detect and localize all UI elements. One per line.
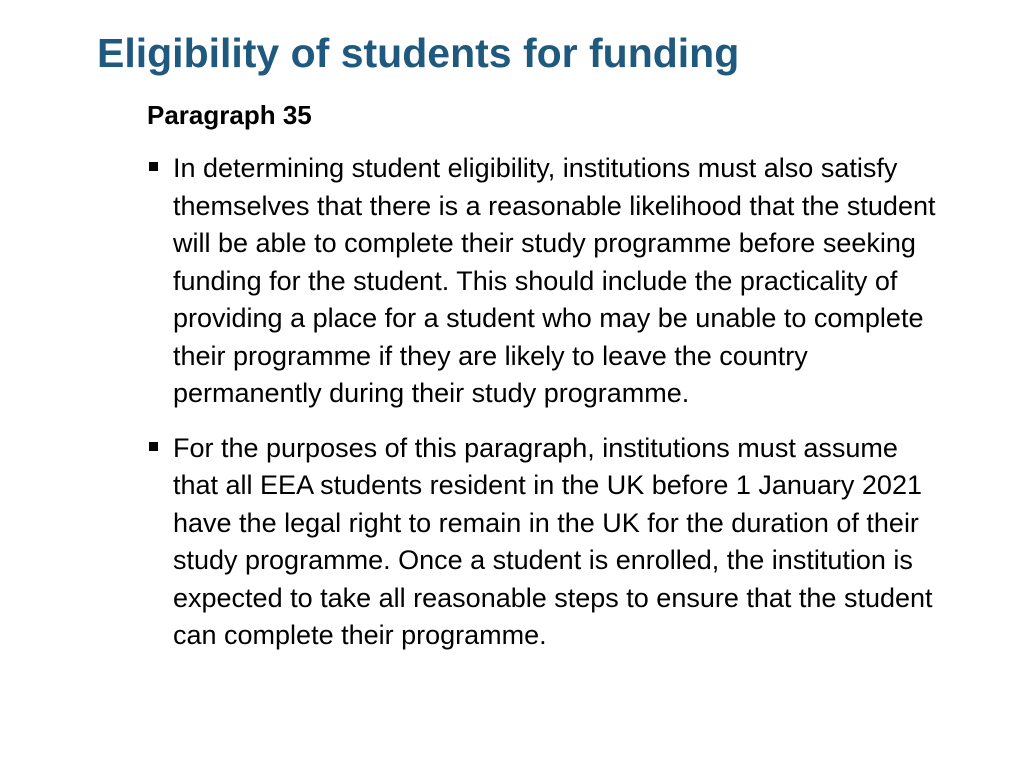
bullet-item-1 [147, 150, 937, 413]
slide-title: Eligibility of students for funding [97, 30, 740, 76]
bullet-list [147, 150, 937, 672]
bullet-item-2 [147, 430, 937, 655]
square-bullet-icon [149, 162, 158, 171]
paragraph-heading: Paragraph 35 [147, 100, 312, 130]
bullet-text-1: In determining student eligibility, institutions must also satisfy themselves that there is a reasonable likelihood that the student will be able to complete their study programme before seeking funding for the student. This should include the practicality of providing a place for a student who may be unable to complete their programme if they are likely to leave the country permanently during their study programme. [173, 153, 936, 408]
bullet-text-2: For the purposes of this paragraph, institutions must assume that all EEA students resident in the UK before 1 January 2021 have the legal right to remain in the UK for the duration of their study programme. Once a student is enrolled, the institution is expected to take all reasonable steps to ensure that the student can complete their programme. [173, 432, 933, 650]
square-bullet-icon [149, 442, 158, 451]
